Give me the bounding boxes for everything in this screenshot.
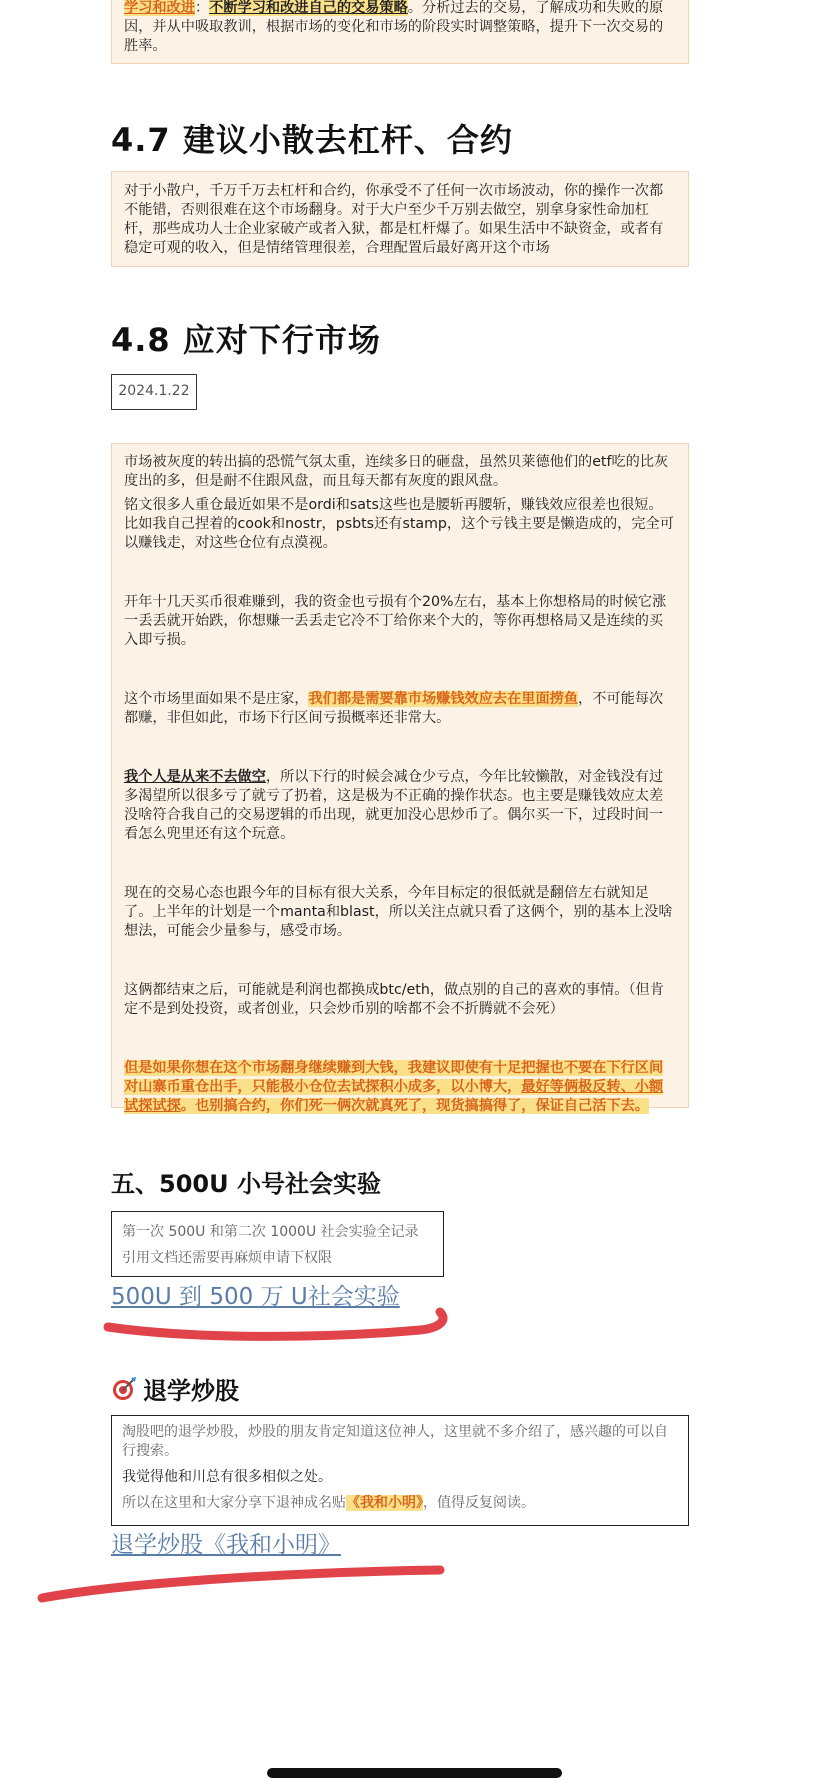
section-5-title: 五、500U 小号社会实验	[111, 1170, 381, 1198]
home-indicator[interactable]	[267, 1768, 562, 1778]
reference-box-500u[interactable]	[111, 1211, 444, 1277]
section-6-title-text: 退学炒股	[143, 1377, 239, 1405]
colon-text: ：	[194, 0, 210, 16]
summary-text	[124, 0, 676, 56]
tuixue-line-3	[122, 1494, 678, 1513]
para-1: 市场被灰度的转出搞的恐慌气氛太重，连续多日的砸盘，虽然贝莱德他们的etf吃的比灰度出的多，但是耐不住跟风盘，而且每天都有灰度的跟风盘。	[124, 454, 669, 489]
para-4	[124, 690, 676, 728]
ref-line-2: 引用文档还需要再麻烦申请下权限	[122, 1250, 332, 1266]
highlight-learn: 学习和改进	[124, 0, 195, 16]
date-tag: 2024.1.22	[111, 374, 197, 410]
para-5-rest: ，所以下行的时候会减仓少亏点，今年比较懒散，对金钱没有过多渴望所以很多亏了就亏了扔着，这是极为不正确的操作状态。也主要是赚钱效应太差没啥符合我自己的交易逻辑的币出现，就更加没心思炒币了。偶尔买一下，过段时间一看怎么兜里还有这个玩意。	[124, 769, 664, 842]
section-6-title	[111, 1375, 239, 1407]
tuixue-highlight-title: 《我和小明》	[346, 1495, 423, 1511]
tuixue-line-1: 淘股吧的退学炒股，炒股的朋友肯定知道这位神人，这里就不多介绍了，感兴趣的可以自行搜索。	[122, 1424, 668, 1459]
section-4-8-title: 4.8 应对下行市场	[111, 321, 381, 359]
dart-target-icon	[111, 1376, 137, 1402]
para-8-c: 。也别搞合约，你们死一俩次就真死了，现货搞搞得了，保证自己活下去。	[180, 1098, 649, 1114]
section-4-7-box	[111, 171, 689, 267]
para-8-a: 但是如果你想在这个市场翻身继续赚到大钱，我建议即使有十足把握也不要在下行区间对山寨币重仓出手，只能极小仓位去试探积小成多，以小博大，	[124, 1060, 664, 1095]
section-4-7-body: 对于小散户，千万千万去杠杆和合约，你承受不了任何一次市场波动，你的操作一次都不能错，否则很难在这个市场翻身。对于大户至少千万别去做空，别拿身家性命加杠杆，那些成功人士企业家破产或者入狱，都是杠杆爆了。如果生活中不缺资金，或者有稳定可观的收入，但是情绪管理很差，合理配置后最好离开这个市场	[124, 183, 664, 256]
para-4-c: ，不可能每次都赚，非但如此，市场下行区间亏损概率还非常大。	[124, 691, 664, 726]
red-underline-2	[42, 1570, 440, 1598]
para-4-a: 这个市场里面如果不是庄家，	[124, 691, 309, 707]
tuixue-line-3a: 所以在这里和大家分享下退神成名贴	[122, 1495, 346, 1511]
section-4-8-box	[111, 443, 689, 1114]
reference-box-tuixue[interactable]	[111, 1415, 689, 1526]
para-7: 这俩都结束之后，可能就是利润也都换成btc/eth，做点别的自己的喜欢的事情。（但肯定不是到处投资，或者创业，只会炒币别的啥都不会不折腾就不会死）	[124, 982, 664, 1017]
ref-line-1: 第一次 500U 和第二次 1000U 社会实验全记录	[122, 1224, 419, 1240]
tuixue-line-3c: ，值得反复阅读。	[423, 1495, 535, 1511]
para-5	[124, 768, 676, 844]
link-500u-experiment[interactable]: 500U 到 500 万 U社会实验	[111, 1284, 400, 1310]
para-4-highlight: 我们都是需要靠市场赚钱效应去在里面捞鱼	[308, 691, 579, 707]
summary-box-top	[111, 0, 689, 64]
link-tuixue-xiaoming[interactable]: 退学炒股《我和小明》	[111, 1532, 341, 1558]
para-2: 铭文很多人重仓最近如果不是ordi和sats这些也是腰斩再腰斩，赚钱效应很差也很短。比如我自己捏着的cook和nostr，psbts还有stamp，这个亏钱主要是懒造成的，完全可以赚钱走，对这些仓位有点漠视。	[124, 497, 674, 551]
highlight-strategy: 不断学习和改进自己的交易策略	[209, 0, 408, 16]
para-6: 现在的交易心态也跟今年的目标有很大关系，今年目标定的很低就是翻倍左右就知足了。上半年的计划是一个manta和blast，所以关注点就只看了这俩个，别的基本上没啥想法，可能会少量参与，感受市场。	[124, 885, 673, 939]
tuixue-line-2: 我觉得他和川总有很多相似之处。	[122, 1469, 332, 1485]
para-3: 开年十几天买币很难赚到，我的资金也亏损有个20%左右，基本上你想格局的时候它涨一丢丢就开始跌，你想赚一丢丢走它冷不丁给你来个大的，等你再想格局又是连续的买入即亏损。	[124, 594, 667, 648]
para-8	[124, 1059, 676, 1116]
para-8-b: 最好等俩极反转、小额试探试探	[124, 1079, 664, 1114]
section-4-7-title: 4.7 建议小散去杠杆、合约	[111, 121, 513, 159]
summary-rest: 。分析过去的交易，了解成功和失败的原因，并从中吸取教训，根据市场的变化和市场的阶段实时调整策略，提升下一次交易的胜率。	[124, 0, 664, 54]
para-5-bold: 我个人是从来不去做空	[124, 769, 266, 785]
red-underline-1	[108, 1312, 443, 1336]
